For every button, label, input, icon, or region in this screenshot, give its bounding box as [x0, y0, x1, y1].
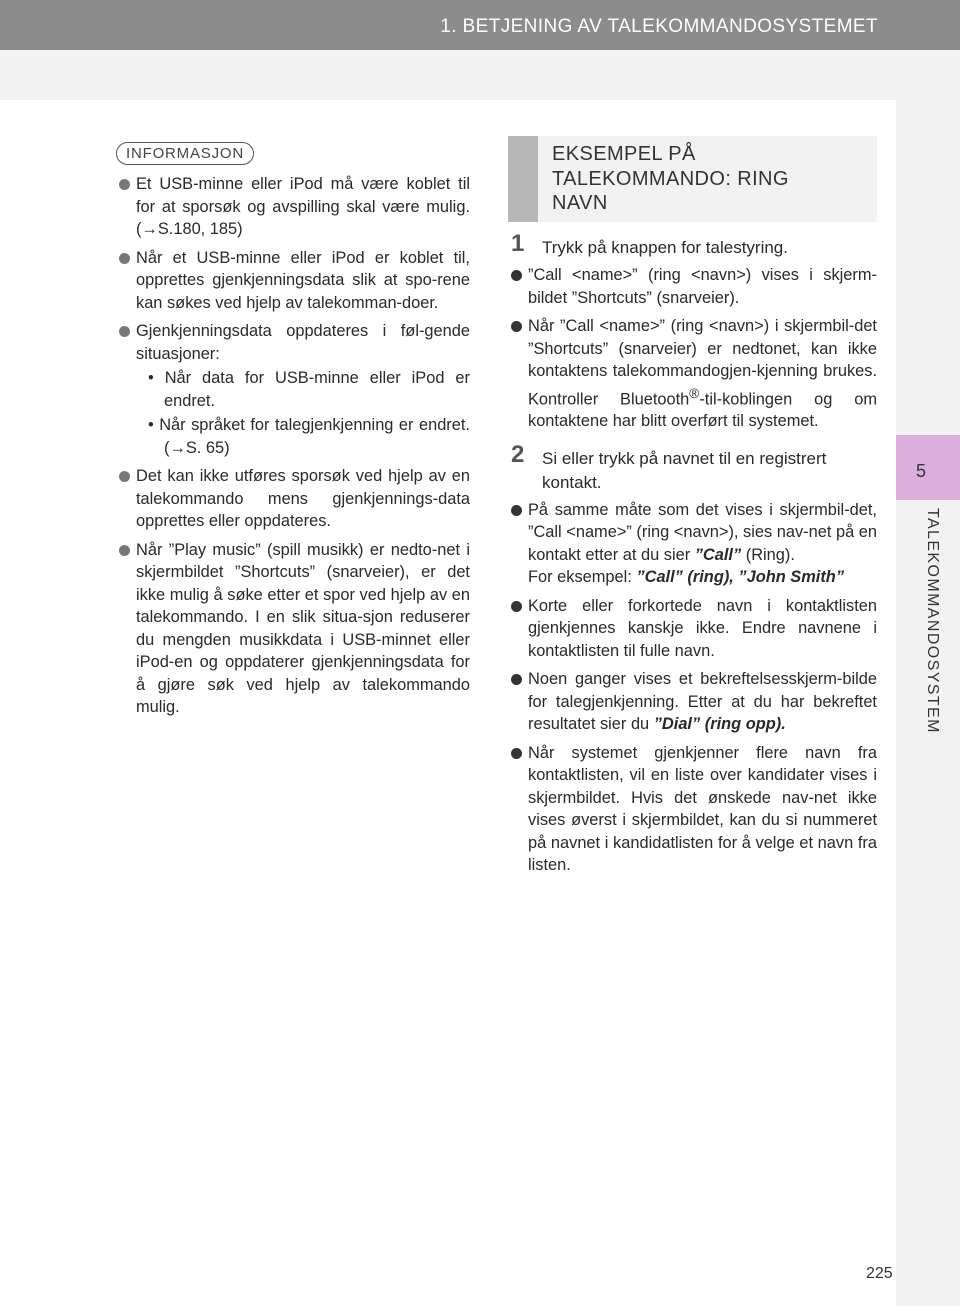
emphasis-text: ”Call” [694, 545, 742, 564]
info-text: Når et USB-minne eller iPod er koblet til, opprettes gjenkjenningsdata slik at spo-rene kan søkes ved hjelp av talekomman-doer. [136, 248, 470, 312]
step-item [508, 499, 877, 589]
emphasis-text: ”Dial” (ring opp). [653, 715, 786, 734]
chapter-label: TALEKOMMANDOSYSTEM [924, 508, 941, 734]
bullet-dot-icon [119, 545, 130, 556]
header-title: 1. BETJENING AV TALEKOMMANDOSYSTEMET [440, 16, 878, 37]
heading-line: TALEKOMMANDO: RING [552, 167, 789, 190]
heading-accent-bar [508, 136, 538, 222]
info-item [116, 247, 470, 315]
bullet-dot-icon [511, 321, 522, 332]
chapter-number: 5 [915, 461, 926, 481]
bullet-dot-icon [119, 179, 130, 190]
info-subitem: • Når data for USB-minne eller iPod er endret. [148, 369, 470, 410]
step-1-list [508, 264, 877, 433]
info-column [116, 142, 470, 725]
info-item [116, 539, 470, 719]
step-item-text: Noen ganger vises et bekreftelsesskjerm-bilde for talegjenkjenning. Etter at du har bekreftet resultatet sier du [528, 670, 877, 734]
bullet-dot-icon [511, 505, 522, 516]
example-label: For eksempel: [528, 568, 637, 587]
step-item-text: ”Call <name>” (ring <navn>) vises i skjerm-bildet ”Shortcuts” (snarveier). [528, 266, 877, 307]
bullet-dot-icon [511, 270, 522, 281]
step-item-text: Når systemet gjenkjenner flere navn fra kontaktlisten, vil en liste over kandidater vises i skjermbildet. Hvis det ønskede nav-net ikke vises øverst i skjermbildet, kan du si nummeret på navnet i kandidatlisten for å velge et navn fra listen. [528, 743, 877, 875]
info-item [116, 465, 470, 533]
page-number: 225 [866, 1265, 893, 1282]
info-badge: INFORMASJON [116, 142, 254, 165]
info-text: Et USB-minne eller iPod må være koblet til for at sporsøk og avspilling skal være mulig. (→S.180, 185) [136, 175, 470, 238]
step-number: 2 [511, 440, 525, 468]
emphasis-text: ”Call” (ring), ”John Smith” [636, 568, 845, 587]
step-text: Trykk på knappen for talestyring. [542, 238, 788, 257]
step-item-text: Når ”Call <name>” (ring <navn>) i skjermbil-det ”Shortcuts” (snarveier) er nedtonet, kan ikke kontaktens talekommandogjen-kjenning brukes. Kontroller Bluetooth [528, 317, 877, 408]
step-item-text: -til-koblingen og om kontaktene har blitt overført til systemet. [528, 389, 877, 431]
example-column [508, 136, 877, 883]
step-text: Si eller trykk på navnet til en registrert kontakt. [542, 448, 827, 492]
info-text: Det kan ikke utføres sporsøk ved hjelp av en talekommando mens gjenkjennings-data opprettes eller oppdateres. [136, 467, 470, 530]
info-item [116, 173, 470, 241]
step-item [508, 668, 877, 736]
bullet-dot-icon [119, 326, 130, 337]
step-item-text: Korte eller forkortede navn i kontaktlisten gjenkjennes kanskje ikke. Endre navnene i kontaktlisten til fulle navn. [528, 596, 877, 660]
info-item [116, 320, 470, 459]
sidebar-strip-upper [896, 100, 960, 435]
bullet-dot-icon [511, 674, 522, 685]
info-subitem: • Når språket for talegjenkjenning er endret. (→S. 65) [148, 416, 470, 457]
step-item-text: (Ring). [741, 545, 795, 564]
step-item [508, 264, 877, 309]
info-text: Når ”Play music” (spill musikk) er nedto-net i skjermbildet ”Shortcuts” (snarveier), er det ikke mulig å søke etter et spor ved hjelp av en talekommando. I en slik situa-sjon reduserer du mengden musikkdata i USB-minnet eller iPod-en og oppdaterer gjenkjenningsdata for å gjøre søk ved hjelp av talekommando mulig. [136, 540, 470, 716]
header-band [0, 50, 960, 100]
bullet-dot-icon [511, 601, 522, 612]
step-2-list [508, 499, 877, 877]
registered-mark: ® [689, 385, 700, 401]
step-number: 1 [511, 230, 525, 257]
chapter-tab [896, 435, 960, 500]
example-heading-box [508, 136, 877, 222]
bullet-dot-icon [119, 471, 130, 482]
step-item [508, 595, 877, 663]
step-item [508, 315, 877, 433]
step-1 [508, 230, 877, 260]
page-header [0, 0, 960, 50]
bullet-dot-icon [511, 748, 522, 759]
step-item [508, 742, 877, 877]
example-heading [552, 142, 789, 216]
step-2 [508, 440, 877, 495]
info-list [116, 173, 470, 719]
info-text: Gjenkjenningsdata oppdateres i føl-gende situasjoner: [136, 322, 470, 363]
bullet-dot-icon [119, 253, 130, 264]
heading-line: EKSEMPEL PÅ [552, 143, 696, 165]
heading-line: NAVN [552, 192, 608, 214]
step-item-text: På samme måte som det vises i skjermbil-det, ”Call <name>” (ring <navn>), sies nav-net på en kontakt etter at du sier [528, 500, 877, 564]
